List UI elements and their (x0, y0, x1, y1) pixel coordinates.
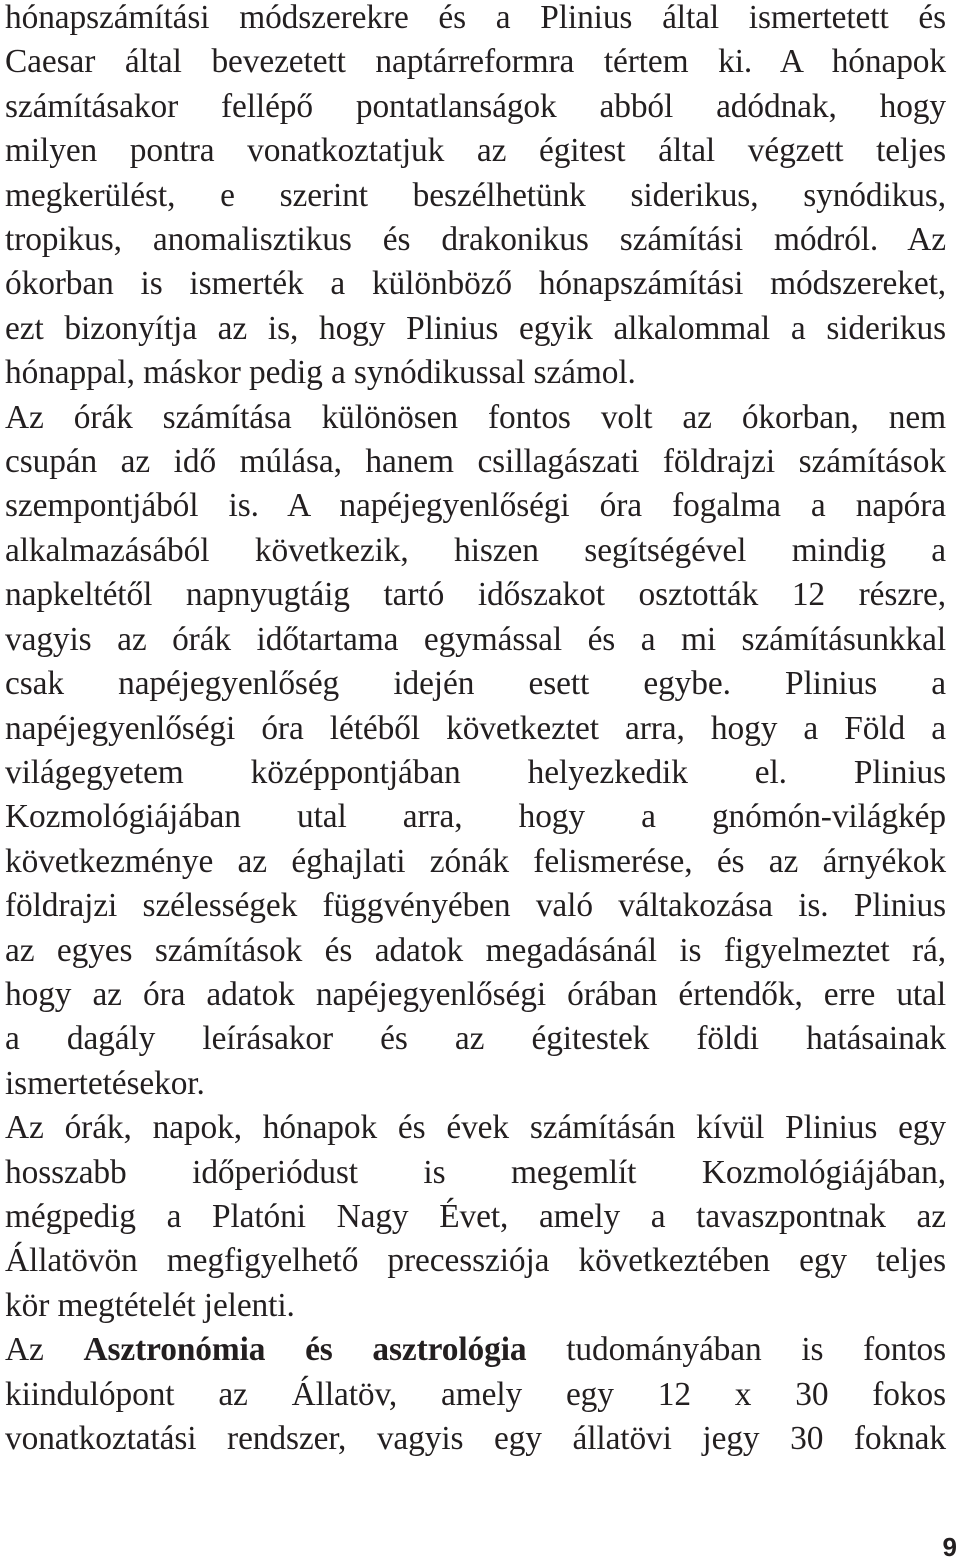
paragraph-astronomy-astrology (5, 1328, 946, 1461)
paragraph-hours-calculation (5, 396, 946, 1107)
paragraph-great-year (5, 1106, 946, 1328)
text-line: ismertetésekor. (5, 1064, 205, 1102)
text-line: hosszabb időperiódust is megemlít Kozmológiájában, (5, 1153, 946, 1191)
text-line: Caesar által bevezetett naptárreformra tértem ki. A hónapok (5, 43, 946, 81)
text-line: az egyes számítások és adatok megadásánál is figyelmeztet rá, (5, 931, 946, 969)
text-line: kiindulópont az Állatöv, amely egy 12 x 30 fokos (5, 1375, 946, 1413)
text-line: számításakor fellépő pontatlanságok abból adódnak, hogy (5, 87, 946, 125)
text-line: Állatövön megfigyelhető precessziója következtében egy teljes (5, 1242, 946, 1280)
text-line: kör megtételét jelenti. (5, 1286, 295, 1324)
text-line: ezt bizonyítja az is, hogy Plinius egyik alkalommal a siderikus (5, 309, 946, 347)
text-run: Az (5, 1331, 84, 1369)
text-line: hogy az óra adatok napéjegyenlőségi órában értendők, erre utal (5, 975, 946, 1013)
text-line: a dagály leírásakor és az égitestek földi hatásainak (5, 1020, 946, 1058)
text-line: tropikus, anomalisztikus és drakonikus számítási módról. Az (5, 221, 946, 259)
text-line: csupán az idő múlása, hanem csillagászati földrajzi számítások (5, 443, 946, 481)
text-line: megkerülést, e szerint beszélhetünk siderikus, synódikus, (5, 176, 946, 214)
text-line: napkeltétől napnyugtáig tartó időszakot osztották 12 részre, (5, 576, 946, 614)
text-line: napéjegyenlőségi óra létéből következtet arra, hogy a Föld a (5, 709, 946, 747)
text-line: ókorban is ismerték a különböző hónapszámítási módszereket, (5, 265, 946, 303)
page-number: 9 (942, 1532, 957, 1562)
text-run: tudományában is fontos (526, 1331, 946, 1369)
text-line: földrajzi szélességek függvényében való váltakozása is. Plinius (5, 887, 946, 925)
text-line: mégpedig a Platóni Nagy Évet, amely a tavaszpontnak az (5, 1197, 946, 1235)
text-line: következménye az éghajlati zónák felismerése, és az árnyékok (5, 842, 946, 880)
bold-term: Asztronómia és asztrológia (83, 1331, 527, 1369)
document-page (5, 0, 946, 1461)
text-line: Az órák számítása különösen fontos volt az ókorban, nem (5, 398, 946, 436)
text-line: szempontjából is. A napéjegyenlőségi óra fogalma a napóra (5, 487, 946, 525)
text-line: hónappal, máskor pedig a synódikussal számol. (5, 354, 636, 392)
text-line: csak napéjegyenlőség idején esett egybe. Plinius a (5, 665, 946, 703)
text-line: milyen pontra vonatkoztatjuk az égitest által végzett teljes (5, 132, 946, 170)
text-line: alkalmazásából következik, hiszen segítségével mindig a (5, 531, 946, 569)
text-line: Kozmológiájában utal arra, hogy a gnómón-világkép (5, 798, 946, 836)
text-line: Az órák, napok, hónapok és évek számításán kívül Plinius egy (5, 1109, 946, 1147)
text-line (5, 1328, 946, 1372)
text-line: vonatkoztatási rendszer, vagyis egy állatövi jegy 30 foknak (5, 1420, 946, 1457)
paragraph-month-calculation (5, 0, 946, 396)
text-line: hónapszámítási módszerekre és a Plinius által ismertetett és (5, 0, 946, 36)
text-line: vagyis az órák időtartama egymással és a mi számításunkkal (5, 620, 946, 658)
text-line: világegyetem középpontjában helyezkedik el. Plinius (5, 753, 946, 791)
